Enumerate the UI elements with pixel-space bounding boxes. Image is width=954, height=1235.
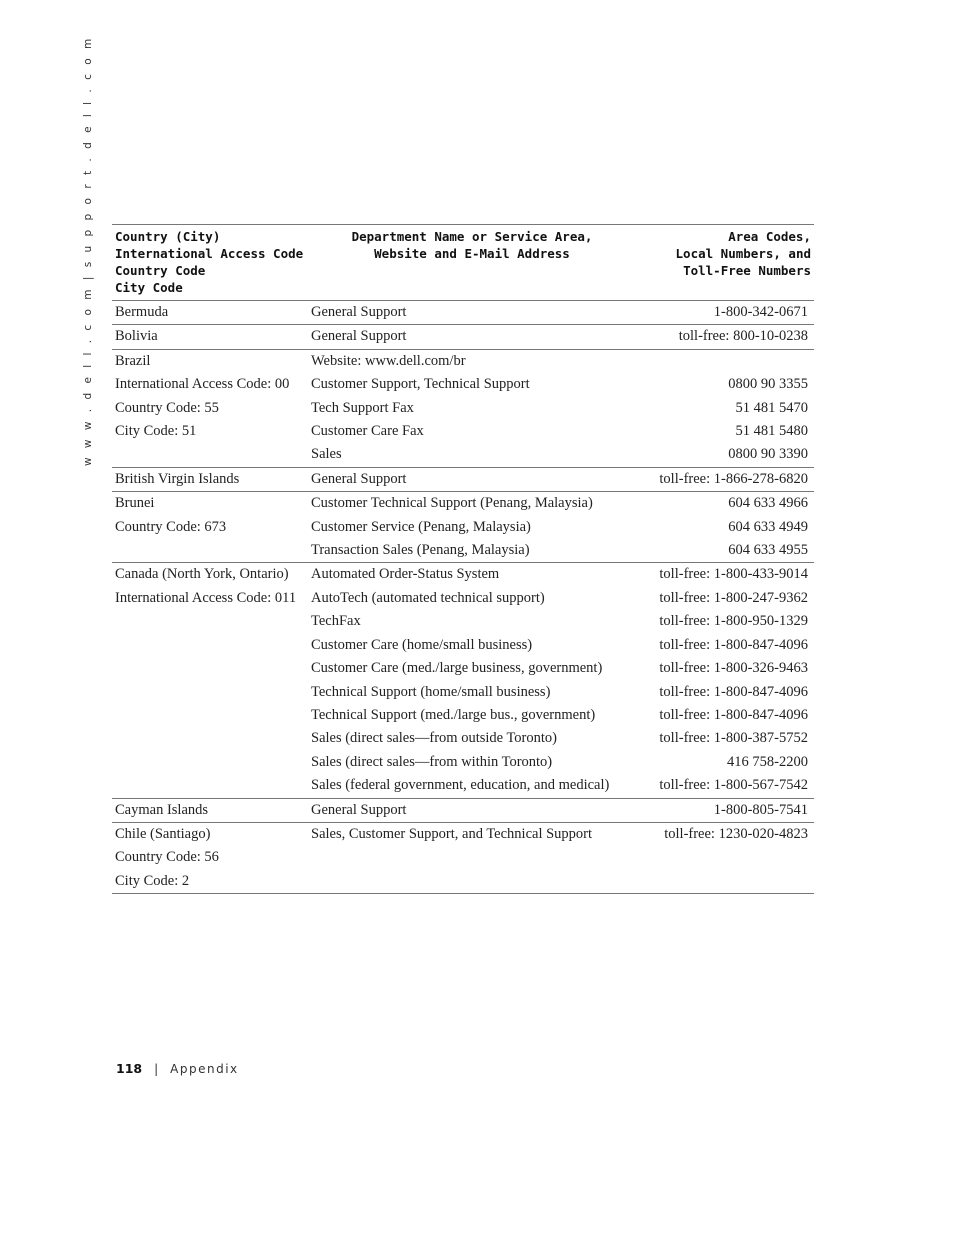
department-cell: Sales <box>308 443 636 467</box>
table-row <box>112 539 814 563</box>
country-cell: City Code: 51 <box>115 423 197 440</box>
country-cell: Country Code: 673 <box>115 518 227 535</box>
number-cell: 604 633 4966 <box>728 495 808 512</box>
department-cell: Website: www.dell.com/br <box>311 352 466 369</box>
table-row <box>112 443 814 467</box>
number-cell: toll-free: 1-800-847-4096 <box>659 706 808 723</box>
table-row <box>112 846 814 869</box>
country-cell <box>112 774 308 798</box>
country-cell <box>112 727 308 750</box>
header-country: Country (City) International Access Code Country Code City Code <box>112 225 308 301</box>
department-cell: General Support <box>308 325 636 349</box>
table-row <box>112 681 814 704</box>
country-cell <box>112 704 308 727</box>
country-cell <box>112 657 308 680</box>
department-cell: Sales (direct sales—from within Toronto) <box>311 753 553 770</box>
department-cell: Customer Care (med./large business, government) <box>311 660 603 677</box>
number-cell: 51 481 5480 <box>735 423 808 440</box>
number-cell: 51 481 5470 <box>735 399 808 416</box>
number-cell: toll-free: 1-800-950-1329 <box>659 613 808 630</box>
department-cell: Sales (direct sales—from outside Toronto) <box>311 730 557 747</box>
country-cell: Chile (Santiago) <box>115 825 211 842</box>
country-cell: Cayman Islands <box>112 798 308 822</box>
table-row <box>112 727 814 750</box>
table-row <box>112 563 814 587</box>
country-cell: Country Code: 56 <box>115 849 219 866</box>
number-cell: 1-800-805-7541 <box>636 798 814 822</box>
country-cell: City Code: 2 <box>112 870 308 894</box>
number-cell: 0800 90 3355 <box>728 376 808 393</box>
country-cell: International Access Code: 00 <box>115 376 290 393</box>
country-cell: Bermuda <box>112 301 308 325</box>
department-cell: Customer Care (home/small business) <box>311 636 533 653</box>
department-cell <box>308 870 636 894</box>
country-cell: Canada (North York, Ontario) <box>115 566 289 583</box>
table-row <box>112 492 814 516</box>
department-cell: Tech Support Fax <box>311 399 414 416</box>
table-row <box>112 397 814 420</box>
country-cell: British Virgin Islands <box>112 467 308 491</box>
table-row <box>112 420 814 443</box>
table-row <box>112 657 814 680</box>
number-cell: toll-free: 1-866-278-6820 <box>636 467 814 491</box>
country-cell <box>112 681 308 704</box>
country-cell <box>112 610 308 633</box>
number-cell: 416 758-2200 <box>727 753 808 770</box>
department-cell: General Support <box>308 301 636 325</box>
number-cell: toll-free: 1-800-847-4096 <box>659 636 808 653</box>
table-row <box>112 774 814 798</box>
country-cell <box>112 443 308 467</box>
table-row <box>112 610 814 633</box>
number-cell: 1-800-342-0671 <box>636 301 814 325</box>
header-numbers: Area Codes, Local Numbers, and Toll-Free Numbers <box>636 225 814 301</box>
page-footer <box>116 1061 239 1076</box>
department-cell: Customer Care Fax <box>311 423 424 440</box>
department-cell <box>308 846 636 869</box>
department-cell: Technical Support (med./large bus., government) <box>311 706 596 723</box>
department-cell: Sales (federal government, education, and medical) <box>308 774 636 798</box>
country-cell: Country Code: 55 <box>115 399 219 416</box>
department-cell: Customer Support, Technical Support <box>311 376 530 393</box>
section-title: Appendix <box>170 1062 239 1076</box>
table-row <box>112 301 814 325</box>
country-cell: Brunei <box>115 495 155 512</box>
header-department: Department Name or Service Area, Website and E-Mail Address <box>308 225 636 301</box>
department-cell: Technical Support (home/small business) <box>311 683 551 700</box>
side-url: w w w . d e l l . c o m | s u p p o r t . d e l l . c o m <box>82 35 94 466</box>
number-cell <box>636 870 814 894</box>
contact-table <box>112 224 814 894</box>
table-row <box>112 516 814 539</box>
department-cell: Transaction Sales (Penang, Malaysia) <box>308 539 636 563</box>
table-row <box>112 467 814 491</box>
number-cell: toll-free: 1-800-326-9463 <box>659 660 808 677</box>
department-cell: Customer Technical Support (Penang, Malaysia) <box>311 495 593 512</box>
page-number: 118 <box>116 1061 143 1076</box>
number-cell: 0800 90 3390 <box>636 443 814 467</box>
number-cell <box>636 349 814 373</box>
country-cell <box>112 539 308 563</box>
country-cell: Brazil <box>115 352 151 369</box>
department-cell: TechFax <box>311 613 361 630</box>
table-row <box>112 751 814 774</box>
department-cell: Automated Order-Status System <box>311 566 500 583</box>
department-cell: Sales, Customer Support, and Technical Support <box>311 825 593 842</box>
footer-separator: | <box>154 1062 159 1076</box>
country-cell <box>112 634 308 657</box>
department-cell: General Support <box>308 798 636 822</box>
table-body <box>112 301 814 894</box>
table-row <box>112 634 814 657</box>
number-cell: 604 633 4955 <box>636 539 814 563</box>
country-cell: Bolivia <box>112 325 308 349</box>
table-row <box>112 822 814 846</box>
number-cell: toll-free: 800-10-0238 <box>636 325 814 349</box>
department-cell: AutoTech (automated technical support) <box>311 589 545 606</box>
number-cell: toll-free: 1-800-433-9014 <box>659 566 808 583</box>
country-cell <box>112 751 308 774</box>
table-row <box>112 870 814 894</box>
table-row <box>112 587 814 610</box>
number-cell: 604 633 4949 <box>728 518 808 535</box>
table-row <box>112 373 814 396</box>
number-cell: toll-free: 1230-020-4823 <box>664 825 808 842</box>
number-cell: toll-free: 1-800-247-9362 <box>659 589 808 606</box>
number-cell: toll-free: 1-800-387-5752 <box>659 730 808 747</box>
table-row <box>112 349 814 373</box>
country-cell: International Access Code: 011 <box>115 589 297 606</box>
table-row <box>112 325 814 349</box>
department-cell: General Support <box>308 467 636 491</box>
table-row <box>112 704 814 727</box>
table-header-row <box>112 225 814 301</box>
department-cell: Customer Service (Penang, Malaysia) <box>311 518 531 535</box>
table-row <box>112 798 814 822</box>
number-cell: toll-free: 1-800-567-7542 <box>636 774 814 798</box>
number-cell <box>636 846 814 869</box>
number-cell: toll-free: 1-800-847-4096 <box>659 683 808 700</box>
